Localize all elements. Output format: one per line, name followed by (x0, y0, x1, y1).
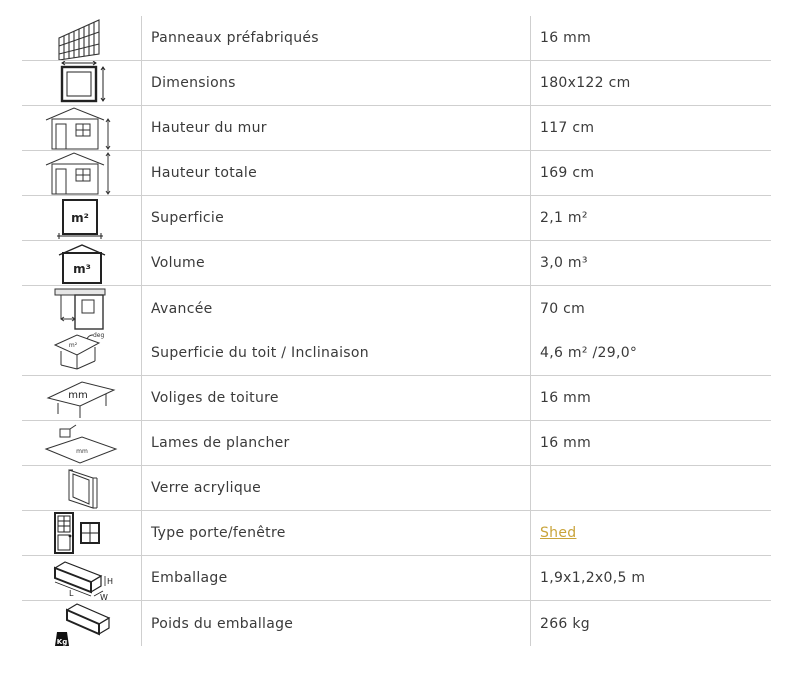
row-label: Type porte/fenêtre (142, 511, 531, 555)
m2-label: m² (70, 211, 89, 225)
row-value: 180x122 cm (540, 75, 631, 91)
row-label: Lames de plancher (142, 421, 531, 465)
row-value: 1,9x1,2x0,5 m (540, 570, 646, 586)
icon-cell (22, 556, 142, 600)
row-label: Hauteur du mur (142, 106, 531, 150)
row-label: Hauteur totale (142, 151, 531, 195)
row-label: Superficie (142, 196, 531, 240)
mm-label: mm (75, 448, 88, 455)
volume-icon (47, 241, 117, 285)
row-value: 2,1 m² (540, 210, 588, 226)
row-value: 169 cm (540, 165, 595, 181)
table-row (22, 556, 771, 601)
package-icon (47, 556, 117, 600)
deg-label: deg (92, 332, 104, 339)
package-weight-icon (47, 602, 117, 646)
icon-cell (22, 61, 142, 105)
table-row (22, 241, 771, 286)
table-row (22, 601, 771, 646)
dimensions-icon (47, 61, 117, 105)
icon-cell (22, 466, 142, 510)
row-label: Avancée (142, 286, 531, 331)
acrylic-glass-icon (47, 466, 117, 510)
row-value (531, 511, 771, 555)
table-row (22, 61, 771, 106)
kg-label: Kg (56, 637, 67, 646)
surface-area-icon (47, 196, 117, 240)
table-row (22, 331, 771, 376)
row-value: 266 kg (540, 615, 590, 632)
table-row (22, 16, 771, 61)
row-value (531, 466, 771, 510)
table-row (22, 421, 771, 466)
mm-label: mm (67, 390, 88, 401)
icon-cell (22, 331, 142, 375)
row-value: 16 mm (540, 435, 592, 451)
table-row (22, 151, 771, 196)
icon-cell (22, 421, 142, 465)
icon-cell (22, 106, 142, 150)
l-label: L (68, 589, 73, 598)
row-value: 4,6 m² /29,0° (540, 345, 638, 361)
icon-cell (22, 286, 142, 331)
roof-area-icon (47, 331, 117, 375)
row-label: Voliges de toiture (142, 376, 531, 420)
door-window-icon (47, 511, 117, 555)
row-value: 70 cm (540, 300, 586, 317)
table-row (22, 196, 771, 241)
h-label: H (106, 577, 113, 586)
row-label: Poids du emballage (142, 601, 531, 646)
row-label: Superficie du toit / Inclinaison (142, 331, 531, 375)
row-value: 3,0 m³ (540, 255, 588, 271)
row-label: Panneaux préfabriqués (142, 16, 531, 60)
icon-cell (22, 151, 142, 195)
row-value: 16 mm (540, 390, 592, 406)
m2-label: m² (68, 342, 77, 349)
floor-boards-icon (42, 421, 122, 465)
row-label: Emballage (142, 556, 531, 600)
m3-label: m³ (72, 262, 91, 276)
spec-table (22, 16, 771, 646)
table-row (22, 286, 771, 331)
row-label: Dimensions (142, 61, 531, 105)
icon-cell (22, 196, 142, 240)
table-row (22, 466, 771, 511)
overhang-icon (47, 287, 117, 331)
row-label: Volume (142, 241, 531, 285)
icon-cell (22, 376, 142, 420)
wall-height-icon (42, 106, 122, 150)
row-value: 16 mm (540, 30, 592, 46)
table-row (22, 511, 771, 556)
roof-boards-icon (42, 376, 122, 420)
total-height-icon (42, 151, 122, 195)
icon-cell (22, 16, 142, 60)
row-value: 117 cm (540, 120, 595, 136)
table-row (22, 106, 771, 151)
icon-cell (22, 241, 142, 285)
icon-cell (22, 511, 142, 555)
icon-cell (22, 601, 142, 646)
prefab-panel-icon (47, 16, 117, 60)
table-row (22, 376, 771, 421)
row-label: Verre acrylique (142, 466, 531, 510)
w-label: W (99, 593, 108, 600)
door-window-type-link[interactable]: Shed (540, 525, 577, 541)
